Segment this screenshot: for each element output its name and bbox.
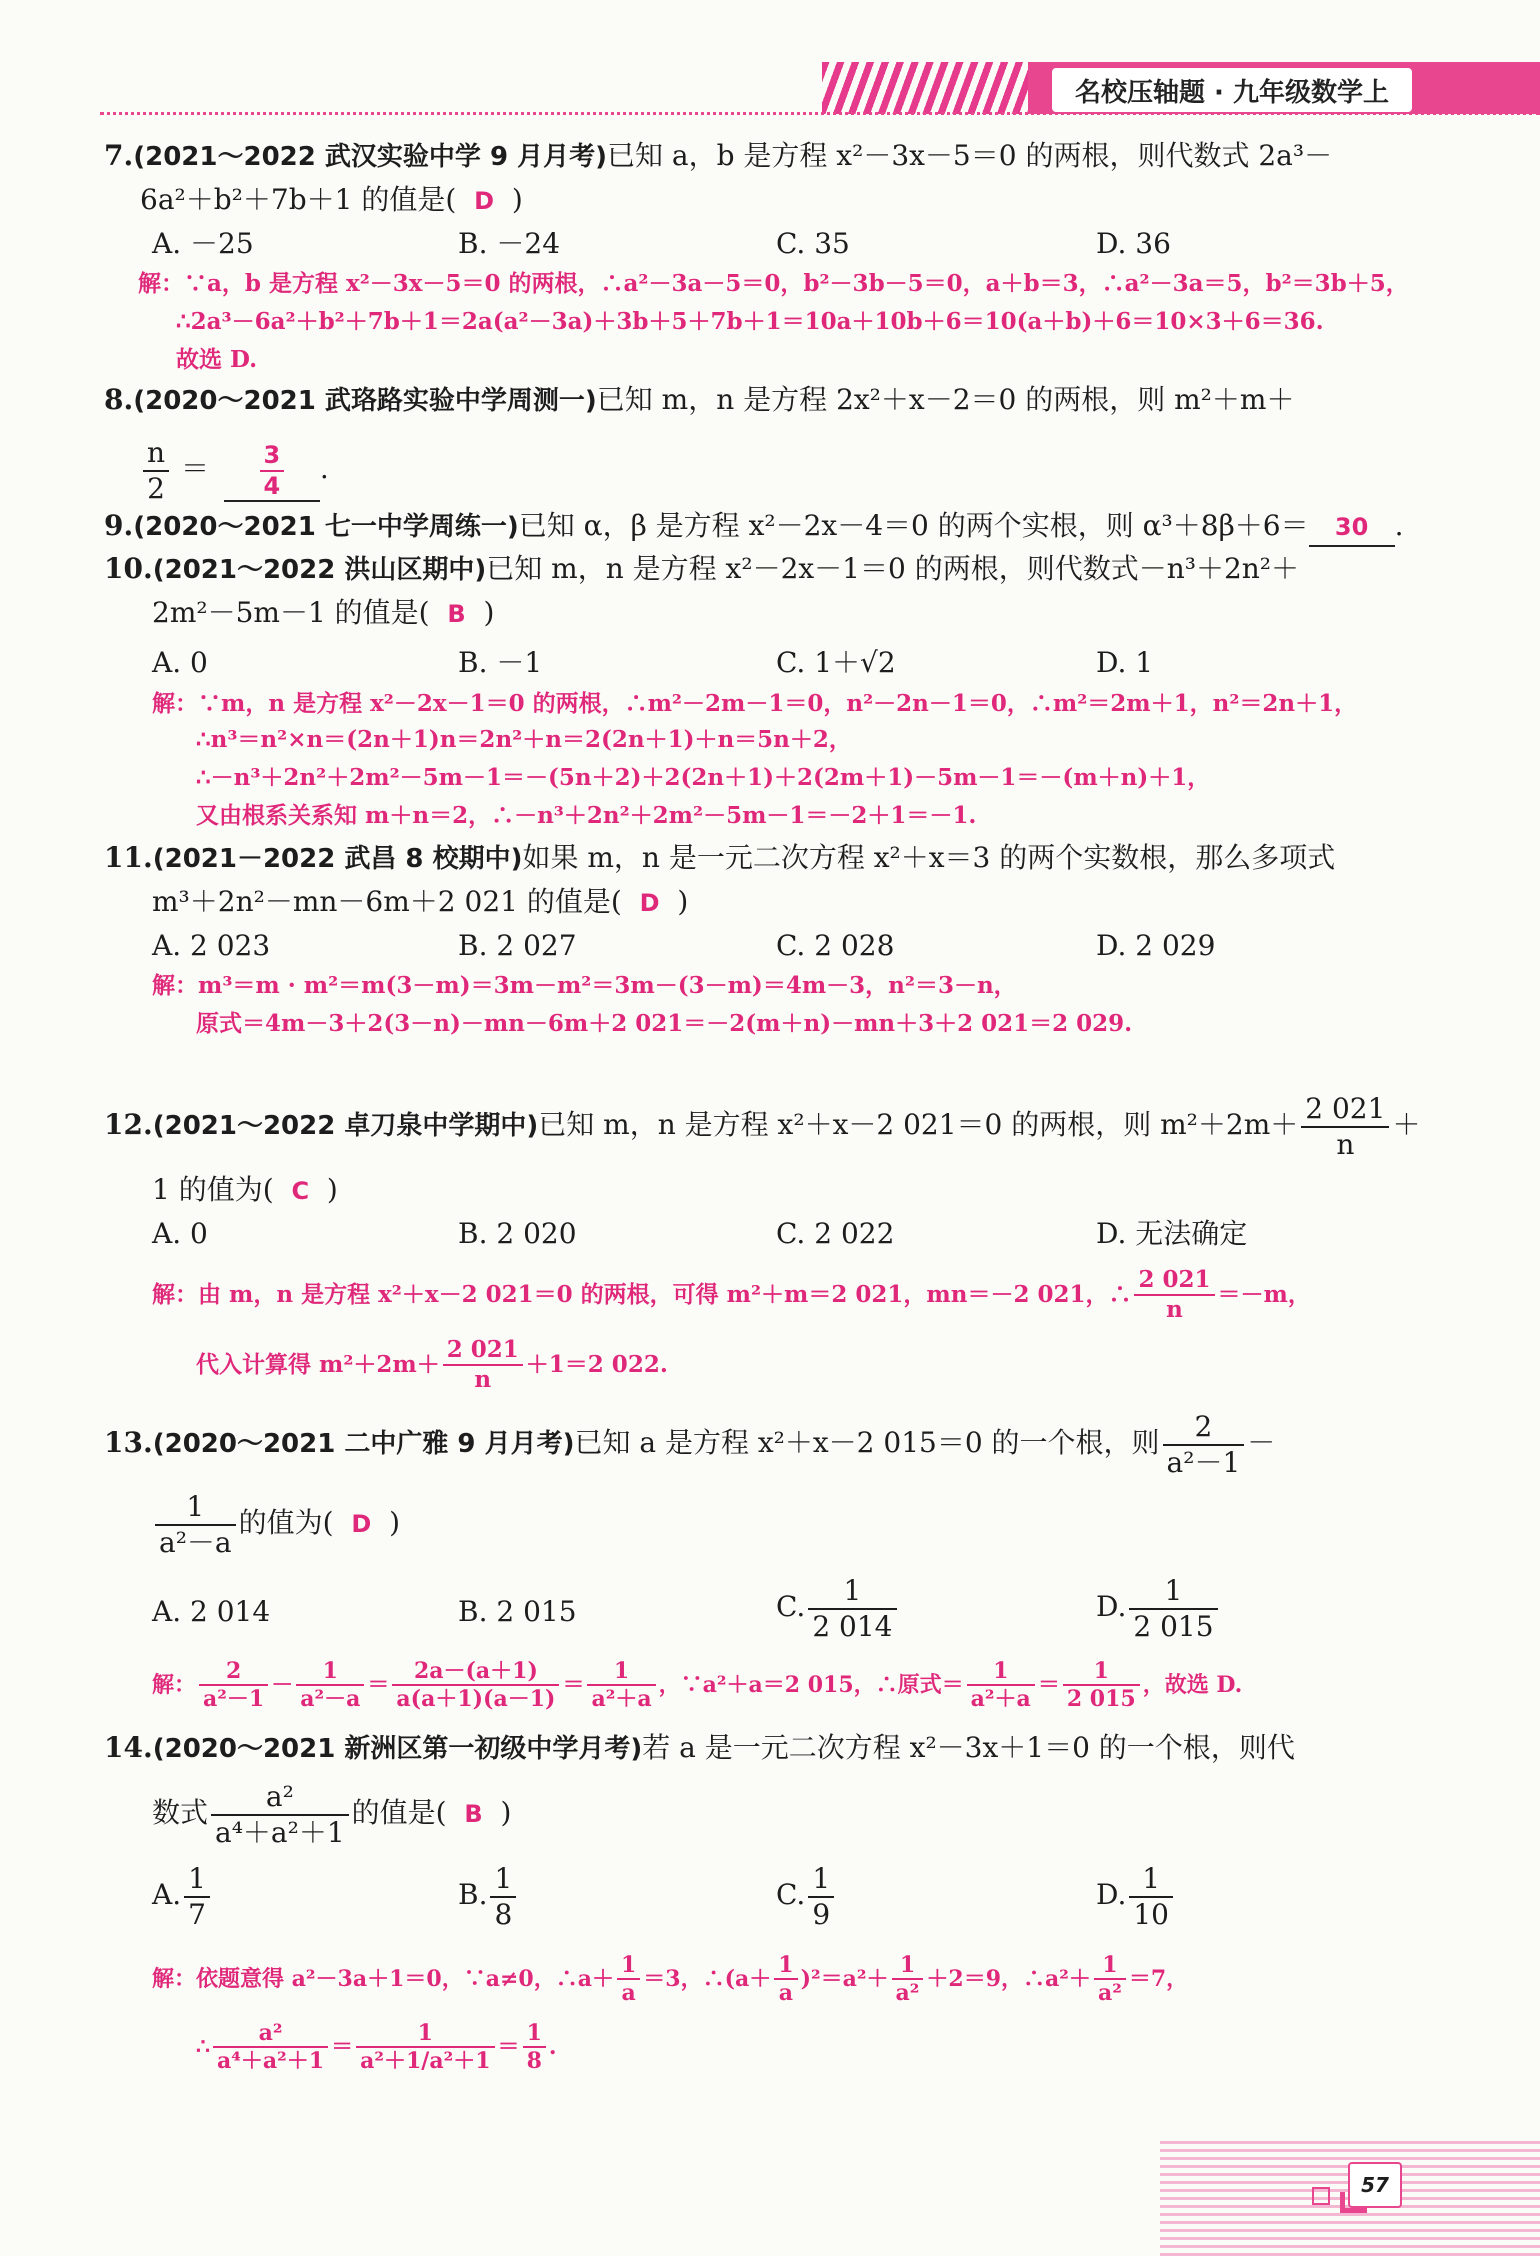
q14-sol1-fraction3-den: a² bbox=[895, 1980, 920, 2007]
q12-solution-text1b: ＝－m， bbox=[1217, 1280, 1311, 1308]
q12-stem-line1 bbox=[104, 1092, 1420, 1161]
q11-option-a: A. 2 023 bbox=[152, 929, 271, 962]
q8-answer-blank bbox=[224, 441, 320, 503]
q12-option-a: A. 0 bbox=[152, 1217, 208, 1250]
q14-solution-text1b: ＝3，∴(a＋ bbox=[643, 1966, 772, 1993]
q8-period: . bbox=[319, 452, 329, 486]
q12-solution-text1: 解：由 m，n 是方程 x²＋x－2 021＝0 的两根，可得 m²＋m＝2 021，mn＝－2 021，∴ bbox=[152, 1280, 1132, 1308]
q7-solution-line2: ∴2a³－6a²＋b²＋7b＋1＝2a(a²－3a)＋3b＋5＋7b＋1＝10a＋10b＋6＝10(a＋b)＋6＝10×3＋6＝36. bbox=[176, 308, 1324, 335]
q13-sol-fraction5-num: 1 bbox=[967, 1658, 1035, 1686]
q14-fraction-num: a² bbox=[211, 1780, 349, 1816]
q9-source: (2020～2021 七一中学周练一) bbox=[133, 512, 519, 542]
q13-sol-eq3: ＝ bbox=[1037, 1672, 1060, 1699]
q14-sol1-fraction4 bbox=[1094, 1952, 1126, 2007]
q14-source: (2020～2021 新洲区第一初级中学月考) bbox=[152, 1734, 643, 1764]
q14-sol1-fraction2 bbox=[774, 1952, 797, 2007]
q13-option-d-label: D. bbox=[1096, 1590, 1127, 1624]
q12-option-b: B. 2 020 bbox=[458, 1217, 577, 1250]
q13-sol-fraction2-num: 1 bbox=[296, 1658, 364, 1686]
q14-sol2-fraction2-num: 1 bbox=[356, 2020, 494, 2048]
q13-sol-fraction4 bbox=[587, 1658, 655, 1713]
q12-solution-line2 bbox=[196, 1336, 668, 1393]
q8-answer bbox=[260, 441, 285, 501]
q13-fraction1-den: a²－1 bbox=[1166, 1445, 1241, 1479]
q10-stem-text2: 2m²－5m－1 的值是( bbox=[152, 596, 430, 629]
q13-sol-fraction3-den: a(a＋1)(a－1) bbox=[396, 1686, 556, 1713]
q13-stem-line1 bbox=[104, 1410, 1275, 1479]
q13-sol-fraction5 bbox=[967, 1658, 1035, 1713]
q10-option-a: A. 0 bbox=[152, 646, 208, 679]
q14-solution-text2d: . bbox=[548, 2034, 557, 2061]
q13-sol-fraction1-num: 2 bbox=[199, 1658, 268, 1686]
q10-source: (2021～2022 洪山区期中) bbox=[152, 555, 487, 585]
q13-number: 13. bbox=[104, 1426, 153, 1460]
page-number: 57 bbox=[1348, 2162, 1402, 2208]
q14-option-a-den: 7 bbox=[188, 1897, 206, 1931]
q14-option-c bbox=[776, 1862, 837, 1931]
q14-option-a bbox=[152, 1862, 213, 1931]
q11-solution-line2: 原式＝4m－3＋2(3－n)－mn－6m＋2 021＝－2(m＋n)－mn＋3＋2 021＝2 029. bbox=[196, 1010, 1133, 1037]
q8-fraction bbox=[143, 436, 169, 505]
q14-option-a-label: A. bbox=[152, 1878, 182, 1912]
q7-stem-text2: 6a²＋b²＋7b＋1 的值是( bbox=[140, 183, 457, 216]
q14-stem-line2 bbox=[152, 1780, 511, 1849]
q10-stem-text: 已知 m，n 是方程 x²－2x－1＝0 的两根，则代数式－n³＋2n²＋ bbox=[486, 552, 1300, 585]
q11-option-d: D. 2 029 bbox=[1096, 929, 1216, 962]
q10-option-c: C. 1＋√2 bbox=[776, 646, 896, 679]
q12-solution-fraction1-den: n bbox=[1166, 1295, 1183, 1323]
q12-stem-text: 已知 m，n 是方程 x²＋x－2 021＝0 的两根，则 m²＋2m＋ bbox=[538, 1108, 1299, 1142]
q10-solution-line1: 解：∵m，n 是方程 x²－2x－1＝0 的两根，∴m²－2m－1＝0，n²－2n－1＝0，∴m²＝2m＋1，n²＝2n＋1， bbox=[152, 690, 1358, 717]
q12-solution-fraction2-den: n bbox=[474, 1365, 492, 1393]
q11-number: 11. bbox=[104, 841, 153, 874]
q14-sol2-fraction1-num: a² bbox=[213, 2020, 328, 2048]
q14-option-b-fraction bbox=[490, 1862, 516, 1931]
q14-option-d-fraction bbox=[1129, 1862, 1173, 1931]
q13-stem-close: ) bbox=[389, 1506, 401, 1540]
q13-option-c-fraction bbox=[808, 1574, 896, 1643]
q12-answer: C bbox=[291, 1177, 310, 1205]
q14-stem-text2: 的值是( bbox=[351, 1796, 447, 1830]
q7-stem-text: 已知 a，b 是方程 x²－3x－5＝0 的两根，则代数式 2a³－ bbox=[606, 139, 1333, 172]
q8-stem-line1 bbox=[104, 382, 1294, 419]
q13-fraction2-num: 1 bbox=[155, 1490, 236, 1526]
q10-option-b: B. －1 bbox=[458, 646, 543, 679]
q10-solution-line3: ∴－n³＋2n²＋2m²－5m－1＝－(5n＋2)＋2(2n＋1)＋2(2m＋1)－5m－1＝－(m＋n)＋1， bbox=[196, 764, 1211, 791]
q13-option-c-label: C. bbox=[776, 1590, 806, 1624]
q10-stem-line2 bbox=[152, 595, 494, 632]
q12-solution-fraction1-num: 2 021 bbox=[1134, 1266, 1214, 1296]
q7-answer: D bbox=[474, 187, 494, 215]
q14-stem-line1 bbox=[104, 1730, 1295, 1767]
q12-fraction-den: n bbox=[1336, 1127, 1355, 1161]
q14-option-c-num: 1 bbox=[808, 1862, 834, 1898]
q14-solution-line1 bbox=[152, 1952, 1188, 2007]
q7-solution-line1: 解：∵a，b 是方程 x²－3x－5＝0 的两根，∴a²－3a－5＝0，b²－3b－5＝0，a＋b＝3，∴a²－3a＝5，b²＝3b＋5， bbox=[138, 270, 1409, 297]
q7-solution-line3: 故选 D. bbox=[176, 346, 258, 373]
q14-option-d-label: D. bbox=[1096, 1878, 1127, 1912]
q10-number: 10. bbox=[104, 552, 153, 585]
q11-option-b: B. 2 027 bbox=[458, 929, 577, 962]
q13-option-d-den: 2 015 bbox=[1133, 1609, 1214, 1643]
q14-option-c-den: 9 bbox=[812, 1897, 831, 1931]
q14-option-c-fraction bbox=[808, 1862, 834, 1931]
q14-sol1-fraction4-den: a² bbox=[1097, 1980, 1122, 2007]
q11-source: (2021－2022 武昌 8 校期中) bbox=[152, 844, 523, 874]
q13-sol-fraction5-den: a²＋a bbox=[970, 1686, 1031, 1713]
q14-sol2-fraction3-num: 1 bbox=[523, 2020, 546, 2048]
q14-option-d-den: 10 bbox=[1133, 1897, 1169, 1931]
q10-solution-line4: 又由根系关系知 m＋n＝2，∴－n³＋2n²＋2m²－5m－1＝－2＋1＝－1. bbox=[196, 802, 977, 829]
q13-answer: D bbox=[351, 1510, 372, 1539]
q10-answer: B bbox=[447, 600, 466, 628]
q12-number: 12. bbox=[104, 1108, 153, 1142]
q11-stem-text2: m³＋2n²－mn－6m＋2 021 的值是( bbox=[152, 885, 622, 918]
q8-answer-den: 4 bbox=[263, 471, 281, 500]
q12-solution-fraction2-num: 2 021 bbox=[443, 1336, 523, 1366]
q8-stem-line2 bbox=[140, 436, 329, 505]
q11-stem-text: 如果 m，n 是一元二次方程 x²＋x＝3 的两个实数根，那么多项式 bbox=[522, 841, 1336, 874]
q14-sol1-fraction1-num: 1 bbox=[617, 1952, 640, 1980]
q13-sol-fraction6-num: 1 bbox=[1063, 1658, 1140, 1686]
q8-fraction-den: 2 bbox=[147, 471, 165, 505]
q7-option-c: C. 35 bbox=[776, 227, 850, 260]
q7-stem-line2 bbox=[140, 182, 523, 219]
q14-sol1-fraction1-den: a bbox=[621, 1980, 636, 2007]
q14-sol2-fraction2 bbox=[356, 2020, 494, 2075]
q13-option-a: A. 2 014 bbox=[152, 1595, 271, 1628]
q12-option-d: D. 无法确定 bbox=[1096, 1217, 1248, 1250]
q13-stem-text2: 的值为( bbox=[238, 1506, 334, 1540]
q7-option-b: B. －24 bbox=[458, 227, 561, 260]
q13-sol-fraction1 bbox=[199, 1658, 268, 1713]
q13-fraction1 bbox=[1163, 1410, 1245, 1479]
q14-sol2-fraction3 bbox=[523, 2020, 546, 2075]
q8-equals: ＝ bbox=[180, 452, 209, 486]
q13-fraction2 bbox=[155, 1490, 236, 1559]
q13-sol-fraction4-den: a²＋a bbox=[591, 1686, 652, 1713]
q13-sol-fraction6 bbox=[1063, 1658, 1140, 1713]
q7-option-a: A. －25 bbox=[152, 227, 254, 260]
q7-number: 7. bbox=[104, 139, 134, 172]
q8-answer-num: 3 bbox=[260, 441, 285, 472]
q14-option-b-den: 8 bbox=[494, 1897, 513, 1931]
q14-option-d bbox=[1096, 1862, 1176, 1931]
q7-stem-line1 bbox=[104, 138, 1332, 175]
q10-stem-close: ) bbox=[483, 596, 495, 629]
q7-option-d: D. 36 bbox=[1096, 227, 1171, 260]
q12-solution-text2b: ＋1＝2 022. bbox=[525, 1350, 668, 1378]
q7-stem-close: ) bbox=[511, 183, 523, 216]
q13-option-d-num: 1 bbox=[1129, 1574, 1217, 1610]
q14-solution-text1c: )²＝a²＋ bbox=[800, 1966, 889, 1993]
q8-number: 8. bbox=[104, 383, 134, 416]
q13-sol-fraction6-den: 2 015 bbox=[1066, 1686, 1136, 1713]
q12-solution-text2: 代入计算得 m²＋2m＋ bbox=[196, 1350, 440, 1378]
q11-stem-close: ) bbox=[677, 885, 689, 918]
q13-minus: － bbox=[1247, 1426, 1276, 1460]
q13-sol-end: ，故选 D. bbox=[1142, 1672, 1243, 1699]
q14-stem-text: 若 a 是一元二次方程 x²－3x＋1＝0 的一个根，则代 bbox=[642, 1731, 1295, 1764]
q14-option-b bbox=[458, 1862, 519, 1931]
q13-sol-middle: ，∵a²＋a＝2 015，∴原式＝ bbox=[658, 1672, 964, 1699]
q14-sol1-fraction4-num: 1 bbox=[1094, 1952, 1126, 1980]
q14-solution-text1d: ＋2＝9，∴a²＋ bbox=[926, 1966, 1091, 1993]
q7-source: (2021～2022 武汉实验中学 9 月月考) bbox=[133, 142, 607, 172]
q13-sol-eq1: ＝ bbox=[367, 1672, 390, 1699]
q14-option-c-label: C. bbox=[776, 1878, 806, 1912]
q12-plus: ＋ bbox=[1392, 1108, 1421, 1142]
q14-solution-text2b: ＝ bbox=[331, 2034, 354, 2061]
q10-option-d: D. 1 bbox=[1096, 646, 1154, 679]
q13-option-c-num: 1 bbox=[808, 1574, 896, 1610]
q14-answer: B bbox=[464, 1800, 483, 1829]
header-title: 名校压轴题 · 九年级数学上 bbox=[1050, 66, 1414, 114]
q11-stem-line1 bbox=[104, 840, 1335, 877]
footer-square-icon bbox=[1312, 2187, 1330, 2205]
q13-option-c bbox=[776, 1574, 900, 1643]
q10-solution-line2: ∴n³＝n²×n＝(2n＋1)n＝2n²＋n＝2(2n＋1)＋n＝5n＋2， bbox=[196, 726, 852, 753]
q14-sol1-fraction1 bbox=[617, 1952, 640, 2007]
q9-answer: 30 bbox=[1309, 509, 1395, 547]
q12-fraction-num: 2 021 bbox=[1301, 1092, 1389, 1128]
q14-solution-text2a: ∴ bbox=[196, 2034, 210, 2061]
q14-solution-text1a: 解：依题意得 a²－3a＋1＝0，∵a≠0，∴a＋ bbox=[152, 1966, 614, 1993]
q13-sol-fraction2 bbox=[296, 1658, 364, 1713]
q8-stem-text: 已知 m，n 是方程 2x²＋x－2＝0 的两根，则 m²＋m＋ bbox=[596, 383, 1295, 416]
q9-period: . bbox=[1394, 509, 1404, 542]
q13-option-b: B. 2 015 bbox=[458, 1595, 577, 1628]
q12-fraction bbox=[1301, 1092, 1389, 1161]
q12-stem-close: ) bbox=[326, 1173, 338, 1206]
q13-fraction2-den: a²－a bbox=[159, 1525, 232, 1559]
q9-stem-text: 已知 α，β 是方程 x²－2x－4＝0 的两个实根，则 α³＋8β＋6＝ bbox=[518, 509, 1309, 542]
q13-sol-minus: － bbox=[271, 1672, 294, 1699]
q13-solution-label: 解： bbox=[152, 1672, 197, 1699]
q14-stem-pre: 数式 bbox=[152, 1796, 209, 1830]
q14-option-d-num: 1 bbox=[1129, 1862, 1173, 1898]
q14-sol1-fraction3-num: 1 bbox=[892, 1952, 924, 1980]
q13-source: (2020～2021 二中广雅 9 月月考) bbox=[152, 1429, 575, 1460]
q12-solution-line1 bbox=[152, 1266, 1311, 1323]
q13-sol-fraction3-num: 2a－(a＋1) bbox=[392, 1658, 559, 1686]
q13-option-d-fraction bbox=[1129, 1574, 1217, 1643]
q8-fraction-num: n bbox=[143, 436, 169, 472]
q13-sol-fraction2-den: a²－a bbox=[300, 1686, 361, 1713]
q13-sol-fraction3 bbox=[392, 1658, 559, 1713]
q14-solution-line2 bbox=[196, 2020, 557, 2075]
q14-stem-close: ) bbox=[500, 1796, 512, 1830]
q14-sol2-fraction1-den: a⁴＋a²＋1 bbox=[217, 2048, 325, 2075]
q12-solution-fraction2 bbox=[443, 1336, 523, 1393]
q12-option-c: C. 2 022 bbox=[776, 1217, 895, 1250]
q9-stem bbox=[104, 508, 1404, 547]
q11-stem-line2 bbox=[152, 884, 688, 921]
q8-source: (2020～2021 武珞路实验中学周测一) bbox=[133, 386, 597, 416]
q12-solution-fraction1 bbox=[1134, 1266, 1214, 1323]
q14-sol2-fraction2-den: a²＋1/a²＋1 bbox=[360, 2048, 491, 2075]
q14-sol2-fraction1 bbox=[213, 2020, 328, 2075]
q13-sol-fraction1-den: a²－1 bbox=[203, 1686, 265, 1713]
q11-option-c: C. 2 028 bbox=[776, 929, 895, 962]
q14-option-b-num: 1 bbox=[490, 1862, 516, 1898]
q14-sol1-fraction2-num: 1 bbox=[774, 1952, 797, 1980]
q13-stem-text: 已知 a 是方程 x²＋x－2 015＝0 的一个根，则 bbox=[574, 1426, 1160, 1460]
q14-option-a-fraction bbox=[184, 1862, 210, 1931]
q14-sol2-fraction3-den: 8 bbox=[526, 2048, 542, 2075]
q14-number: 14. bbox=[104, 1731, 153, 1764]
q14-solution-text1e: ＝7， bbox=[1128, 1966, 1189, 1993]
q9-number: 9. bbox=[104, 509, 134, 542]
q14-option-a-num: 1 bbox=[184, 1862, 210, 1898]
q12-source: (2021～2022 卓刀泉中学期中) bbox=[152, 1111, 539, 1142]
q13-solution bbox=[152, 1658, 1242, 1713]
q13-option-d bbox=[1096, 1574, 1221, 1643]
q12-stem-text2: 1 的值为( bbox=[152, 1173, 274, 1206]
q14-sol1-fraction2-den: a bbox=[778, 1980, 794, 2007]
q13-sol-eq2: ＝ bbox=[562, 1672, 585, 1699]
q14-sol1-fraction3 bbox=[892, 1952, 924, 2007]
q14-fraction-den: a⁴＋a²＋1 bbox=[215, 1815, 345, 1849]
q11-solution-line1: 解：m³＝m · m²＝m(3－m)＝3m－m²＝3m－(3－m)＝4m－3，n²＝3－n， bbox=[152, 972, 1017, 999]
q14-fraction bbox=[211, 1780, 349, 1849]
q13-fraction1-num: 2 bbox=[1163, 1410, 1245, 1446]
q13-sol-fraction4-num: 1 bbox=[587, 1658, 655, 1686]
q13-option-c-den: 2 014 bbox=[812, 1609, 893, 1643]
q10-stem-line1 bbox=[104, 551, 1299, 588]
q13-stem-line2 bbox=[152, 1490, 400, 1559]
q14-option-b-label: B. bbox=[458, 1878, 488, 1912]
q12-stem-line2 bbox=[152, 1172, 338, 1209]
q14-solution-text2c: ＝ bbox=[497, 2034, 520, 2061]
q11-answer: D bbox=[639, 889, 660, 917]
